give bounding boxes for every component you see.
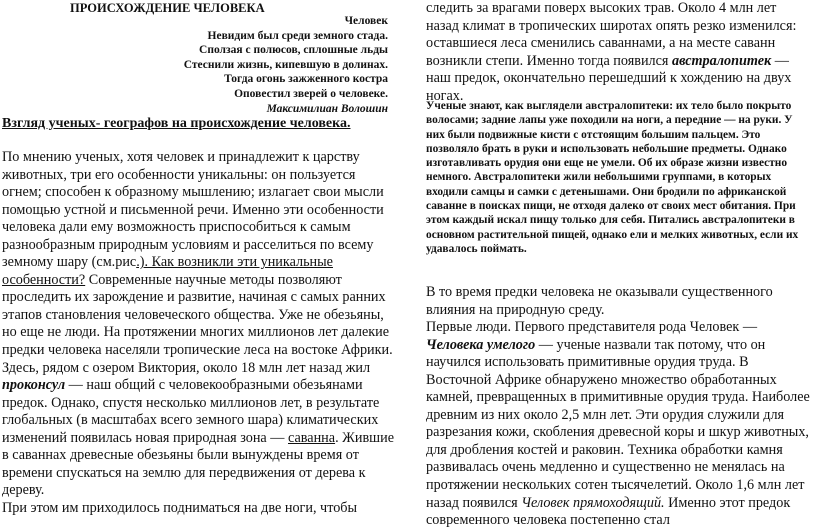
left-body bbox=[2, 149, 394, 517]
paragraph bbox=[2, 149, 394, 500]
paragraph: При этом им приходилось подниматься на две ноги, чтобы bbox=[2, 499, 358, 516]
epigraph-line: Человек bbox=[344, 15, 388, 27]
page-title: ПРОИСХОЖДЕНИЕ ЧЕЛОВЕКА bbox=[70, 1, 265, 15]
text-run: Первые люди. Первого представителя рода Человек — bbox=[426, 319, 758, 336]
epigraph-line: Невидим был среди земного стада. bbox=[207, 29, 388, 42]
text-run: следить за врагами поверх высоких трав. Около 4 млн лет назад климат в тропических широтах опять резко изменился: оставшиеся леса сменились саваннами, а на месте саванн возникли степи. Именно тогда появился bbox=[426, 0, 797, 69]
figure-link[interactable]: .). Как возникли эти уникальные особенности? bbox=[2, 254, 333, 288]
section-heading: Взгляд ученых- географов на происхождение человека. bbox=[2, 116, 351, 131]
text-run: — наш предок, окончательно перешедший к хождению на двух ногах. bbox=[426, 52, 792, 104]
epigraph-line: Тогда огонь зажженного костра bbox=[224, 73, 388, 86]
paragraph bbox=[426, 319, 812, 530]
right-body-bottom bbox=[426, 284, 812, 530]
text-run: . Жившие в саваннах древесные обезьяны были вынуждены время от времени спускаться на землю для передвижения от дерева к дереву. bbox=[2, 429, 394, 499]
paragraph bbox=[426, 0, 812, 105]
paragraph: В то время предки человека не оказывали существенного влияния на природную среду. bbox=[426, 284, 773, 318]
term-homo-erectus: Человек прямоходящий. bbox=[521, 494, 665, 511]
epigraph-line: Оповестил зверей о человеке. bbox=[234, 87, 388, 100]
term-australopithecus: австралопитек bbox=[671, 52, 772, 69]
australopithecus-note: Ученые знают, как выглядели австралопитеки: их тело было покрыто волосами; задние лапы уже походили на ноги, а передние — на руки. У них были подвижные кисти с отстоящим большим пальцем. Это позволяло брать в руки и использовать небольшие предметы. Однако изготавливать орудия они еще не умели. Об их образе жизни известно немного. Австралопитеки жили небольшими группами, в которых входили самцы и самки с детенышами. Они бродили по африканской саванне в поисках пищи, не отходя далеко от своих мест обитания. При этом каждый искал пищу только для себя. Питались австралопитеки в основном растительной пищей, однако ели и мелких животных, если их удавалось поймать. bbox=[426, 100, 799, 255]
epigraph-author: Максимилиан Волошин bbox=[266, 102, 388, 115]
term-homo-habilis: Человека умелого bbox=[426, 336, 536, 353]
epigraph bbox=[0, 14, 388, 116]
text-run: По мнению ученых, хотя человек и принадлежит к царству животных, три его особенности уникальны: он пользуется огнем; способен к образному мышлению; излагает свои мысли помощью устной и письменной речи. Именно эти особенности человека дали ему возможность приспособиться к самым разнообразным природным условиям и расселиться по всему земному шару (см.рис bbox=[2, 149, 384, 271]
epigraph-line: Стеснили жизнь, кипевшую в долинах. bbox=[183, 58, 388, 71]
text-run: — наш общий с человекообразными обезьянами предок. Однако, спустя несколько миллионов лет, в результате глобальных (в масштабах всего земного шара) климатических изменений появилась новая природная зона — bbox=[2, 377, 380, 446]
savanna-link[interactable]: саванна bbox=[288, 429, 336, 446]
text-run: Именно этот предок современного человека постепенно стал bbox=[426, 494, 791, 529]
text-run: — ученые назвали так потому, что он научился использовать примитивные орудия труда. В Восточной Африке обнаружено множество обработанных камней, превращенных в примитивные орудия труда. Наиболее древним из них около 2,5 млн лет. Эти орудия служили для разрезания кожи, скобления древесной коры и шкур животных, для дробления костей и раковин. Техника обработки камня развивалась очень медленно и существенно не менялась на протяжении нескольких сотен тысячелетий. Около 1,6 млн лет назад появился bbox=[426, 336, 810, 511]
term-proconsul: проконсул bbox=[2, 377, 66, 394]
text-run: Современные научные методы позволяют проследить их зарождение и развитие, начиная с самых ранних этапов становления человеческого общества. Уже не обезьяны, но еще не люди. На протяжении многих миллионов лет далекие предки человека населяли тропические леса на востоке Африки. Здесь, рядом с озером Виктория, около 18 млн лет назад жил bbox=[2, 271, 393, 376]
epigraph-line: Сползая с полюсов, сплошные льды bbox=[199, 44, 388, 57]
right-body-top bbox=[426, 0, 812, 105]
